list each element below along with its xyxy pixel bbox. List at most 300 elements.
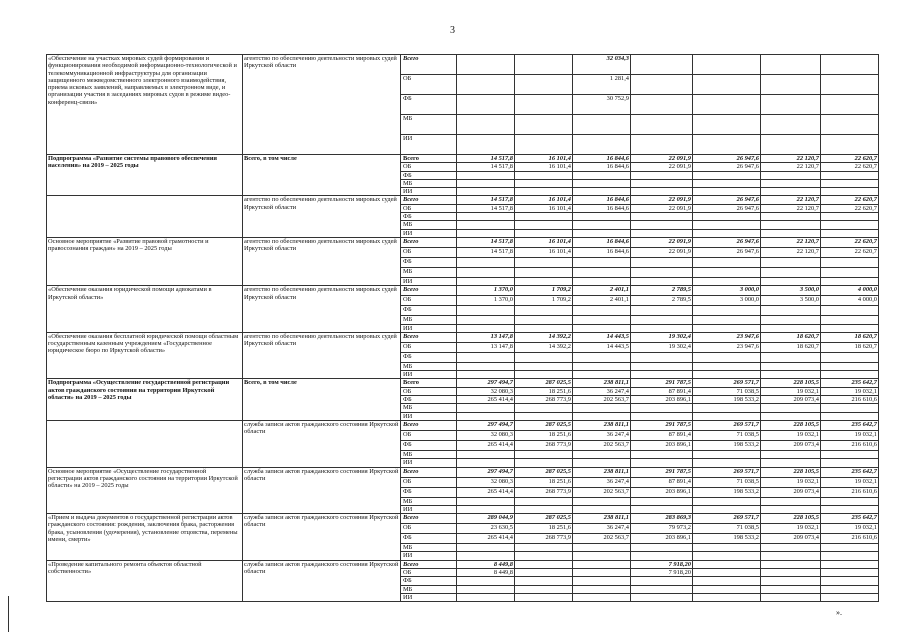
- amount-cell: 19 032,1: [821, 477, 879, 487]
- amount-cell: [515, 552, 573, 560]
- amount-cell: [761, 352, 821, 362]
- amount-cell: [573, 115, 631, 135]
- amount-cell: [515, 267, 573, 277]
- amount-cell: [631, 593, 693, 601]
- measure-name: Основное мероприятие «Осуществление государственной регистрации актов гражданского состояния на территории Иркутской области» на 2019 – 2025 годы: [47, 467, 243, 514]
- amount-cell: [821, 257, 879, 267]
- funding-source: ФБ: [401, 171, 457, 179]
- amount-cell: [693, 552, 761, 560]
- funding-source: ФБ: [401, 534, 457, 544]
- amount-cell: [573, 593, 631, 601]
- amount-cell: 7 918,20: [631, 560, 693, 568]
- amount-cell: [693, 277, 761, 285]
- funding-source: ОБ: [401, 163, 457, 171]
- amount-cell: 18 620,7: [821, 342, 879, 352]
- amount-cell: [515, 450, 573, 458]
- amount-cell: [573, 505, 631, 513]
- amount-cell: [821, 324, 879, 332]
- margin-line: [8, 596, 9, 632]
- amount-cell: [821, 179, 879, 187]
- funding-source: ОБ: [401, 387, 457, 395]
- amount-cell: 14 443,5: [573, 342, 631, 352]
- amount-cell: 26 947,6: [693, 163, 761, 171]
- amount-cell: 209 073,4: [761, 440, 821, 450]
- amount-cell: [693, 179, 761, 187]
- amount-cell: 228 105,5: [761, 420, 821, 430]
- measure-name: [47, 420, 243, 467]
- funding-source: Всего: [401, 155, 457, 163]
- funding-source: ИИ: [401, 593, 457, 601]
- funding-source: ФБ: [401, 213, 457, 221]
- amount-cell: [515, 324, 573, 332]
- executor: Всего, в том числе: [243, 379, 401, 420]
- amount-cell: [573, 585, 631, 593]
- amount-cell: 19 032,1: [821, 524, 879, 534]
- amount-cell: [693, 306, 761, 316]
- amount-cell: 23 947,6: [693, 332, 761, 342]
- amount-cell: 13 147,8: [457, 342, 515, 352]
- amount-cell: [693, 362, 761, 370]
- amount-cell: [821, 306, 879, 316]
- amount-cell: 3 000,0: [693, 296, 761, 306]
- amount-cell: 87 891,4: [631, 477, 693, 487]
- amount-cell: [821, 75, 879, 95]
- funding-source: МБ: [401, 316, 457, 324]
- amount-cell: [573, 229, 631, 237]
- amount-cell: 216 610,6: [821, 396, 879, 404]
- amount-cell: [693, 412, 761, 420]
- funding-source: ИИ: [401, 505, 457, 513]
- amount-cell: 22 620,7: [821, 163, 879, 171]
- executor: служба записи актов гражданского состояния Иркутской области: [243, 560, 401, 601]
- amount-cell: [761, 179, 821, 187]
- executor: агентство по обеспечению деятельности мировых судей Иркутской области: [243, 196, 401, 237]
- amount-cell: 19 032,1: [761, 430, 821, 440]
- amount-cell: [573, 560, 631, 568]
- amount-cell: 4 000,0: [821, 286, 879, 296]
- amount-cell: 13 147,8: [457, 332, 515, 342]
- amount-cell: 3 000,0: [693, 286, 761, 296]
- amount-cell: [515, 593, 573, 601]
- funding-source: ИИ: [401, 552, 457, 560]
- amount-cell: [573, 352, 631, 362]
- amount-cell: [573, 171, 631, 179]
- amount-cell: [821, 450, 879, 458]
- amount-cell: [821, 552, 879, 560]
- amount-cell: [573, 213, 631, 221]
- amount-cell: 1 281,4: [573, 75, 631, 95]
- amount-cell: [457, 188, 515, 196]
- amount-cell: 22 620,7: [821, 204, 879, 212]
- funding-source: ФБ: [401, 487, 457, 497]
- amount-cell: 22 091,9: [631, 196, 693, 204]
- amount-cell: [457, 135, 515, 155]
- amount-cell: [761, 552, 821, 560]
- amount-cell: [631, 267, 693, 277]
- amount-cell: 22 120,7: [761, 163, 821, 171]
- amount-cell: [515, 179, 573, 187]
- amount-cell: 14 517,8: [457, 163, 515, 171]
- funding-source: МБ: [401, 179, 457, 187]
- amount-cell: 202 563,7: [573, 487, 631, 497]
- amount-cell: 2 401,1: [573, 286, 631, 296]
- amount-cell: [515, 171, 573, 179]
- amount-cell: [821, 229, 879, 237]
- funding-source: ФБ: [401, 352, 457, 362]
- amount-cell: 265 414,4: [457, 487, 515, 497]
- amount-cell: [761, 324, 821, 332]
- amount-cell: [457, 412, 515, 420]
- financing-table: [46, 54, 879, 602]
- amount-cell: 14 392,2: [515, 342, 573, 352]
- amount-cell: [573, 412, 631, 420]
- closing-mark: ».: [836, 608, 842, 617]
- amount-cell: [457, 324, 515, 332]
- funding-source: ИИ: [401, 324, 457, 332]
- amount-cell: [457, 404, 515, 412]
- amount-cell: 16 101,4: [515, 196, 573, 204]
- amount-cell: 71 038,5: [693, 477, 761, 487]
- amount-cell: [761, 229, 821, 237]
- amount-cell: 16 844,6: [573, 163, 631, 171]
- amount-cell: [821, 316, 879, 324]
- amount-cell: [693, 497, 761, 505]
- amount-cell: [693, 135, 761, 155]
- amount-cell: [761, 412, 821, 420]
- amount-cell: 22 120,7: [761, 155, 821, 163]
- measure-name: Основное мероприятие «Развитие правовой грамотности и правосознания граждан» на 2019 – 2025 годы: [47, 237, 243, 285]
- funding-source: ОБ: [401, 524, 457, 534]
- amount-cell: [457, 577, 515, 585]
- amount-cell: [631, 450, 693, 458]
- amount-cell: 209 073,4: [761, 534, 821, 544]
- amount-cell: [515, 560, 573, 568]
- amount-cell: 18 620,7: [761, 332, 821, 342]
- amount-cell: 216 610,6: [821, 440, 879, 450]
- amount-cell: [457, 213, 515, 221]
- amount-cell: [457, 585, 515, 593]
- amount-cell: [515, 115, 573, 135]
- amount-cell: [457, 352, 515, 362]
- amount-cell: 203 896,1: [631, 534, 693, 544]
- amount-cell: [457, 55, 515, 75]
- amount-cell: 289 044,9: [457, 514, 515, 524]
- amount-cell: 235 642,7: [821, 514, 879, 524]
- amount-cell: 265 414,4: [457, 396, 515, 404]
- amount-cell: 238 811,1: [573, 514, 631, 524]
- executor: служба записи актов гражданского состояния Иркутской области: [243, 420, 401, 467]
- amount-cell: 203 896,1: [631, 487, 693, 497]
- amount-cell: 16 844,6: [573, 237, 631, 247]
- amount-cell: [693, 55, 761, 75]
- amount-cell: [515, 55, 573, 75]
- executor: Всего, в том числе: [243, 155, 401, 196]
- funding-source: МБ: [401, 450, 457, 458]
- amount-cell: [761, 569, 821, 577]
- amount-cell: [631, 221, 693, 229]
- amount-cell: 14 392,2: [515, 332, 573, 342]
- amount-cell: [631, 316, 693, 324]
- amount-cell: 3 500,0: [761, 286, 821, 296]
- amount-cell: [761, 257, 821, 267]
- amount-cell: [761, 404, 821, 412]
- amount-cell: 32 080,3: [457, 387, 515, 395]
- amount-cell: [761, 371, 821, 379]
- amount-cell: [457, 593, 515, 601]
- amount-cell: [821, 55, 879, 75]
- amount-cell: [821, 459, 879, 467]
- amount-cell: [515, 412, 573, 420]
- amount-cell: [457, 75, 515, 95]
- funding-source: МБ: [401, 115, 457, 135]
- measure-name: «Проведение капитального ремонта объектов областной собственности»: [47, 560, 243, 601]
- amount-cell: 87 891,4: [631, 387, 693, 395]
- amount-cell: 22 091,9: [631, 155, 693, 163]
- amount-cell: 14 517,8: [457, 237, 515, 247]
- amount-cell: [573, 544, 631, 552]
- funding-source: ИИ: [401, 229, 457, 237]
- amount-cell: [761, 505, 821, 513]
- amount-cell: [821, 135, 879, 155]
- amount-cell: 269 571,7: [693, 379, 761, 387]
- amount-cell: [573, 188, 631, 196]
- amount-cell: 291 787,5: [631, 420, 693, 430]
- amount-cell: [761, 95, 821, 115]
- amount-cell: 198 533,2: [693, 440, 761, 450]
- executor: агентство по обеспечению деятельности мировых судей Иркутской области: [243, 55, 401, 155]
- amount-cell: [573, 577, 631, 585]
- amount-cell: 268 773,9: [515, 440, 573, 450]
- amount-cell: 71 038,5: [693, 387, 761, 395]
- amount-cell: [573, 371, 631, 379]
- measure-name: «Прием и выдача документов о государственной регистрации актов гражданского состояния: рождения, заключения брака, расторжения брака, усыновления (удочерения), установление отцовства, перемены имени, смерти»: [47, 514, 243, 561]
- amount-cell: [693, 221, 761, 229]
- table-row: [47, 55, 879, 75]
- funding-source: ОБ: [401, 247, 457, 257]
- funding-source: ФБ: [401, 257, 457, 267]
- table-row: [47, 514, 879, 524]
- funding-source: ОБ: [401, 477, 457, 487]
- amount-cell: [761, 115, 821, 135]
- amount-cell: [821, 569, 879, 577]
- amount-cell: [693, 593, 761, 601]
- funding-source: ИИ: [401, 371, 457, 379]
- amount-cell: [761, 450, 821, 458]
- amount-cell: [631, 585, 693, 593]
- amount-cell: [573, 569, 631, 577]
- amount-cell: [573, 316, 631, 324]
- amount-cell: [457, 459, 515, 467]
- amount-cell: 16 101,4: [515, 163, 573, 171]
- amount-cell: 216 610,6: [821, 487, 879, 497]
- funding-source: ИИ: [401, 277, 457, 285]
- executor: агентство по обеспечению деятельности мировых судей Иркутской области: [243, 332, 401, 379]
- amount-cell: 291 787,5: [631, 467, 693, 477]
- amount-cell: 18 620,7: [821, 332, 879, 342]
- amount-cell: 32 080,3: [457, 477, 515, 487]
- amount-cell: 23 630,5: [457, 524, 515, 534]
- amount-cell: [821, 213, 879, 221]
- amount-cell: [631, 179, 693, 187]
- amount-cell: [821, 577, 879, 585]
- amount-cell: 228 105,5: [761, 467, 821, 477]
- amount-cell: 22 620,7: [821, 196, 879, 204]
- amount-cell: 16 101,4: [515, 237, 573, 247]
- funding-source: МБ: [401, 585, 457, 593]
- amount-cell: [515, 257, 573, 267]
- amount-cell: [821, 371, 879, 379]
- amount-cell: 2 789,5: [631, 296, 693, 306]
- amount-cell: [761, 459, 821, 467]
- amount-cell: [515, 577, 573, 585]
- amount-cell: [631, 171, 693, 179]
- page-number: 3: [450, 25, 455, 36]
- amount-cell: [457, 552, 515, 560]
- amount-cell: 268 773,9: [515, 487, 573, 497]
- funding-source: Всего: [401, 560, 457, 568]
- amount-cell: [761, 277, 821, 285]
- amount-cell: [761, 577, 821, 585]
- amount-cell: [631, 277, 693, 285]
- funding-source: МБ: [401, 267, 457, 277]
- funding-source: Всего: [401, 420, 457, 430]
- amount-cell: 4 000,0: [821, 296, 879, 306]
- amount-cell: 26 947,6: [693, 204, 761, 212]
- amount-cell: [693, 115, 761, 135]
- funding-source: ОБ: [401, 204, 457, 212]
- funding-source: ИИ: [401, 459, 457, 467]
- amount-cell: 3 500,0: [761, 296, 821, 306]
- amount-cell: 87 891,4: [631, 430, 693, 440]
- amount-cell: 202 563,7: [573, 396, 631, 404]
- amount-cell: [515, 213, 573, 221]
- amount-cell: 291 787,5: [631, 379, 693, 387]
- amount-cell: [515, 497, 573, 505]
- amount-cell: [693, 229, 761, 237]
- amount-cell: 18 251,6: [515, 430, 573, 440]
- amount-cell: 235 642,7: [821, 467, 879, 477]
- amount-cell: 16 101,4: [515, 247, 573, 257]
- amount-cell: [515, 404, 573, 412]
- amount-cell: [573, 257, 631, 267]
- amount-cell: [457, 371, 515, 379]
- funding-source: МБ: [401, 221, 457, 229]
- amount-cell: [631, 577, 693, 585]
- amount-cell: 19 032,1: [761, 387, 821, 395]
- amount-cell: 32 080,3: [457, 430, 515, 440]
- amount-cell: [693, 171, 761, 179]
- amount-cell: 297 494,7: [457, 467, 515, 477]
- amount-cell: [515, 188, 573, 196]
- amount-cell: 26 947,6: [693, 155, 761, 163]
- amount-cell: [821, 544, 879, 552]
- measure-name: «Обеспечение на участках мировых судей формирования и функционирования необходимой информационно-технологической и телекоммуникационной инфраструктуры для организации защищенного межведомственного электронного взаимодействия, приема исковых заявлений, направляемых в электронном виде, и организации участия в заседаниях мировых судов в режиме видео-конференц-связи»: [47, 55, 243, 155]
- amount-cell: [457, 171, 515, 179]
- amount-cell: [761, 306, 821, 316]
- amount-cell: [821, 505, 879, 513]
- amount-cell: [457, 229, 515, 237]
- amount-cell: [515, 75, 573, 95]
- amount-cell: 22 120,7: [761, 247, 821, 257]
- amount-cell: [821, 267, 879, 277]
- amount-cell: [457, 362, 515, 370]
- funding-source: ФБ: [401, 306, 457, 316]
- amount-cell: 36 247,4: [573, 524, 631, 534]
- table-row: [47, 155, 879, 163]
- funding-source: ФБ: [401, 577, 457, 585]
- amount-cell: 283 869,3: [631, 514, 693, 524]
- amount-cell: [631, 412, 693, 420]
- amount-cell: [821, 171, 879, 179]
- amount-cell: 287 025,5: [515, 514, 573, 524]
- amount-cell: [573, 267, 631, 277]
- amount-cell: 16 844,6: [573, 247, 631, 257]
- amount-cell: 269 571,7: [693, 514, 761, 524]
- amount-cell: [821, 115, 879, 135]
- amount-cell: [693, 75, 761, 95]
- funding-source: Всего: [401, 467, 457, 477]
- amount-cell: [631, 213, 693, 221]
- amount-cell: 297 494,7: [457, 379, 515, 387]
- amount-cell: 26 947,6: [693, 196, 761, 204]
- amount-cell: 71 038,5: [693, 430, 761, 440]
- amount-cell: 8 449,8: [457, 560, 515, 568]
- funding-source: МБ: [401, 404, 457, 412]
- amount-cell: 22 091,9: [631, 237, 693, 247]
- amount-cell: [631, 135, 693, 155]
- amount-cell: 18 251,6: [515, 477, 573, 487]
- amount-cell: 22 120,7: [761, 204, 821, 212]
- measure-name: «Обеспечение оказания бесплатной юридической помощи областным государственным казенным учреждением «Государственное юридическое бюро по Иркутской области»: [47, 332, 243, 379]
- amount-cell: 209 073,4: [761, 396, 821, 404]
- amount-cell: [693, 544, 761, 552]
- amount-cell: 2 789,5: [631, 286, 693, 296]
- funding-source: ИИ: [401, 188, 457, 196]
- amount-cell: [457, 179, 515, 187]
- amount-cell: 14 517,8: [457, 247, 515, 257]
- amount-cell: 235 642,7: [821, 420, 879, 430]
- amount-cell: 71 038,5: [693, 524, 761, 534]
- funding-source: ИИ: [401, 412, 457, 420]
- amount-cell: 297 494,7: [457, 420, 515, 430]
- amount-cell: 198 533,2: [693, 396, 761, 404]
- amount-cell: [631, 505, 693, 513]
- measure-name: Подпрограмма «Осуществление государственной регистрации актов гражданского состояния на территории Иркутской области» на 2019 – 2025 годы: [47, 379, 243, 420]
- amount-cell: [573, 362, 631, 370]
- amount-cell: [761, 171, 821, 179]
- amount-cell: [515, 371, 573, 379]
- amount-cell: [573, 459, 631, 467]
- measure-name: Подпрограмма «Развитие системы правового обеспечения населения» на 2019 – 2025 годы: [47, 155, 243, 196]
- funding-source: ОБ: [401, 569, 457, 577]
- amount-cell: [457, 316, 515, 324]
- amount-cell: 202 563,7: [573, 534, 631, 544]
- amount-cell: [693, 267, 761, 277]
- amount-cell: 26 947,6: [693, 247, 761, 257]
- amount-cell: [515, 459, 573, 467]
- amount-cell: [631, 188, 693, 196]
- amount-cell: [515, 95, 573, 115]
- amount-cell: [631, 459, 693, 467]
- amount-cell: 19 032,1: [821, 387, 879, 395]
- amount-cell: [693, 316, 761, 324]
- amount-cell: [821, 404, 879, 412]
- amount-cell: [515, 221, 573, 229]
- funding-source: Всего: [401, 379, 457, 387]
- amount-cell: [515, 135, 573, 155]
- amount-cell: 36 247,4: [573, 430, 631, 440]
- amount-cell: 16 101,4: [515, 204, 573, 212]
